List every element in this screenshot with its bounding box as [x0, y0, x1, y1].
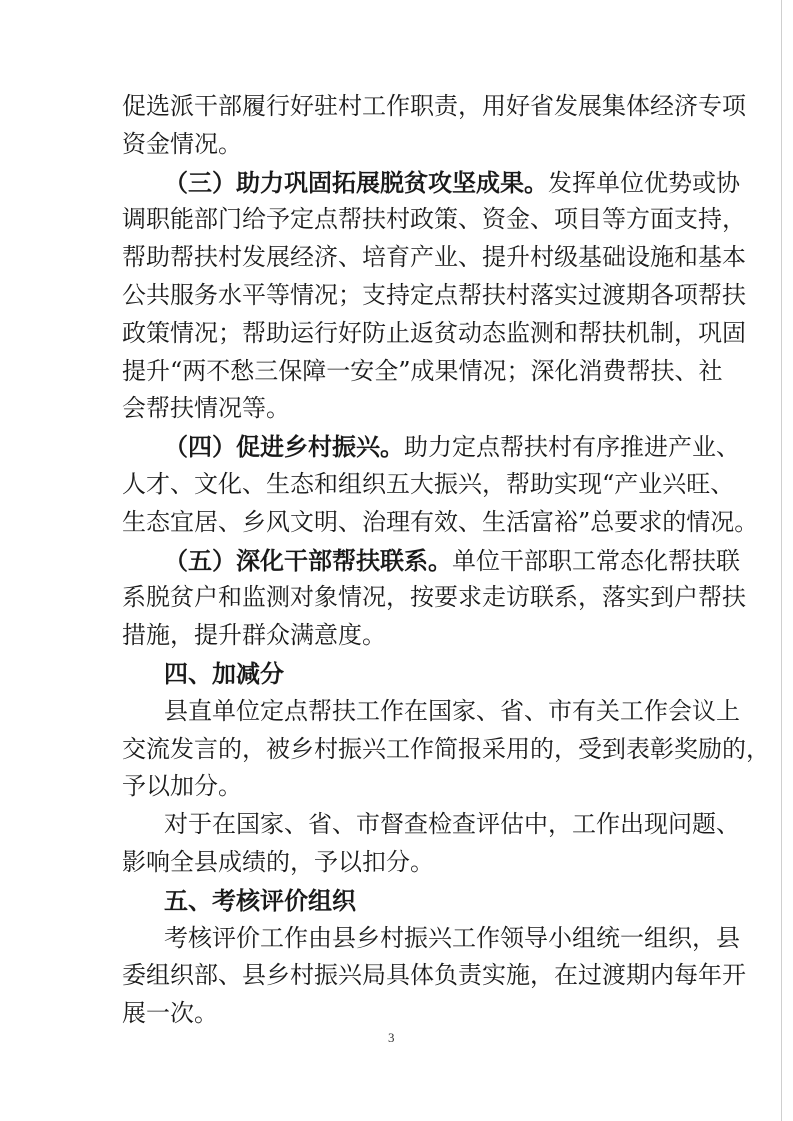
text-line: 措施，提升群众满意度。 — [122, 621, 386, 650]
paragraph — [122, 693, 770, 806]
item-text: 发挥单位优势或协 — [548, 168, 740, 197]
item-text: 单位干部职工常态化帮扶联 — [452, 546, 740, 575]
text-line: 县直单位定点帮扶工作在国家、省、市有关工作会议上 — [164, 696, 740, 725]
heading-text: 五、考核评价组织 — [164, 885, 356, 915]
text-line: 提升“两不愁三保障一安全”成果情况；深化消费帮扶、社 — [122, 356, 723, 385]
text-line: 帮助帮扶村发展经济、培育产业、提升村级基础设施和基本 — [122, 243, 746, 272]
text-line: 交流发言的，被乡村振兴工作简报采用的，受到表彰奖励的， — [122, 734, 770, 763]
text-line: 影响全县成绩的，予以扣分。 — [122, 847, 434, 876]
text-line: 政策情况；帮助运行好防止返贫动态监测和帮扶机制，巩固 — [122, 318, 746, 347]
document-body — [122, 88, 770, 1033]
text-line: 人才、文化、生态和组织五大振兴，帮助实现“产业兴旺、 — [122, 469, 735, 498]
text-line — [122, 164, 740, 202]
text-line: 会帮扶情况等。 — [122, 394, 290, 423]
item-text: 助力定点帮扶村有序推进产业、 — [404, 433, 740, 462]
text-line: 资金情况。 — [122, 129, 242, 158]
text-line — [122, 428, 740, 466]
text-line: 公共服务水平等情况；支持定点帮扶村落实过渡期各项帮扶 — [122, 280, 746, 309]
text-line: 委组织部、县乡村振兴局具体负责实施，在过渡期内每年开 — [122, 961, 746, 990]
text-line — [122, 542, 740, 580]
text-line: 予以加分。 — [122, 772, 242, 801]
page-edge — [781, 0, 782, 1121]
paragraph — [122, 920, 746, 1033]
heading-text: 四、加减分 — [164, 658, 284, 688]
text-line: 展一次。 — [122, 999, 218, 1028]
paragraph — [122, 806, 740, 882]
page-number: 3 — [388, 1030, 395, 1045]
item-lead: （五）深化干部帮扶联系。 — [164, 545, 452, 575]
paragraph — [122, 542, 746, 655]
text-line: 系脱贫户和监测对象情况，按要求走访联系，落实到户帮扶 — [122, 583, 746, 612]
item-lead: （三）助力巩固拓展脱贫攻坚成果。 — [164, 167, 548, 197]
item-lead: （四）促进乡村振兴。 — [164, 432, 404, 462]
paragraph — [122, 164, 746, 429]
paragraph — [122, 88, 746, 164]
text-line: 调职能部门给予定点帮扶村政策、资金、项目等方面支持， — [122, 205, 746, 234]
section-heading — [122, 882, 678, 920]
text-line: 生态宜居、乡风文明、治理有效、生活富裕”总要求的情况。 — [122, 507, 759, 536]
section-heading — [122, 655, 678, 693]
text-line: 考核评价工作由县乡村振兴工作领导小组统一组织，县 — [164, 923, 740, 952]
text-line: 对于在国家、省、市督查检查评估中，工作出现问题、 — [164, 810, 740, 839]
paragraph — [122, 428, 759, 541]
text-line: 促选派干部履行好驻村工作职责，用好省发展集体经济专项 — [122, 92, 746, 120]
